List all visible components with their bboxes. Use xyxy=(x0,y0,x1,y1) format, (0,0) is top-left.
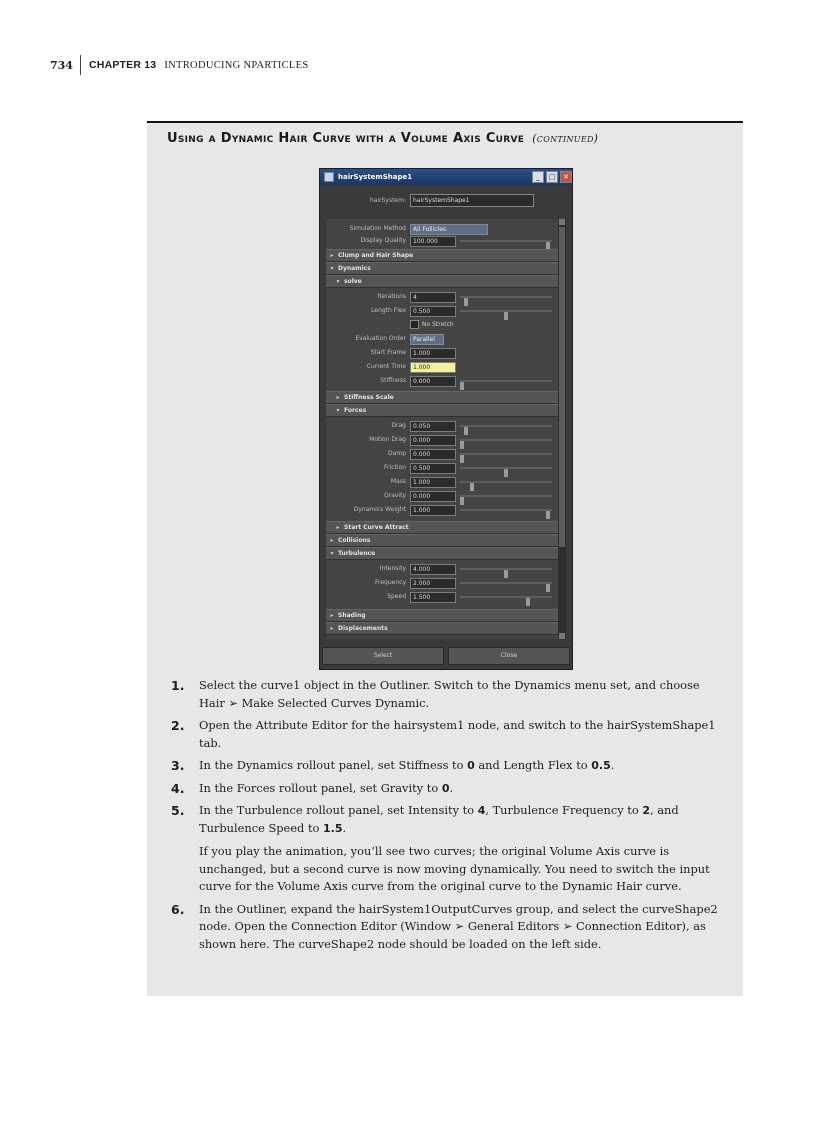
row-speed xyxy=(326,591,558,603)
intensity-field[interactable]: 4.000 xyxy=(410,564,456,575)
section-stiffness-scale[interactable] xyxy=(326,391,558,404)
damp-label: Damp xyxy=(388,450,406,457)
step-text: and Length Flex to xyxy=(474,758,592,772)
step-number: 3. xyxy=(171,758,185,773)
iterations-field[interactable]: 4 xyxy=(410,292,456,303)
row-friction xyxy=(326,462,558,474)
expanded-arrow-icon: ▾ xyxy=(336,407,340,414)
row-drag xyxy=(326,420,558,432)
section-solve[interactable] xyxy=(326,275,558,288)
row-start-frame xyxy=(326,347,558,359)
chapter-label: CHAPTER 13 xyxy=(89,59,157,71)
section-forces[interactable] xyxy=(326,404,558,417)
node-name-row xyxy=(320,193,572,209)
length-flex-label: Length Flex xyxy=(371,307,406,314)
node-name-label: hairSystem: xyxy=(369,197,406,204)
row-iterations xyxy=(326,291,558,303)
expanded-arrow-icon: ▾ xyxy=(330,550,334,557)
sidebar-top-rule xyxy=(147,121,743,123)
dynamics-weight-label: Dynamics Weight xyxy=(353,506,406,513)
section-forces-label: Forces xyxy=(344,407,367,414)
attribute-editor-window xyxy=(319,168,573,670)
row-stiffness xyxy=(326,375,558,387)
step-2 xyxy=(171,717,723,752)
row-length-flex xyxy=(326,305,558,317)
page-number: 734 xyxy=(50,58,73,72)
step-number: 4. xyxy=(171,780,185,796)
section-collisions-label: Collisions xyxy=(338,537,371,544)
select-button[interactable]: Select xyxy=(322,647,444,665)
step-text: Open the Attribute Editor for the hairsystem1 node, and switch to the hairSystemShape1 tab. xyxy=(199,718,716,750)
step-text: . xyxy=(342,820,347,835)
row-evaluation-order xyxy=(326,333,558,345)
scroll-up-icon[interactable] xyxy=(559,219,565,225)
header-divider xyxy=(80,55,81,75)
collapsed-arrow-icon: ▸ xyxy=(336,394,340,401)
collapsed-arrow-icon: ▸ xyxy=(336,524,340,531)
step-number: 5. xyxy=(171,803,185,818)
row-dynamics-weight xyxy=(326,504,558,516)
frequency-slider[interactable] xyxy=(460,582,552,584)
step-4 xyxy=(171,780,723,798)
running-header xyxy=(50,54,309,76)
speed-field[interactable]: 1.500 xyxy=(410,592,456,603)
stiffness-field[interactable]: 0.000 xyxy=(410,376,456,387)
motion-drag-label: Motion Drag xyxy=(369,436,406,443)
section-stiffness-scale-label: Stiffness Scale xyxy=(344,394,394,401)
sidebar-continued: (continued) xyxy=(532,132,599,145)
slider-knob[interactable] xyxy=(460,382,464,390)
row-gravity xyxy=(326,490,558,502)
section-displacements[interactable] xyxy=(326,622,558,635)
close-button[interactable]: Close xyxy=(448,647,570,665)
intensity-slider[interactable] xyxy=(460,568,552,570)
step-text: , and Turbulence Speed to xyxy=(199,803,679,835)
steps-list xyxy=(171,677,723,958)
step-number: 6. xyxy=(171,901,185,917)
display-quality-field[interactable]: 100.000 xyxy=(410,236,456,247)
stiffness-label: Stiffness xyxy=(380,377,406,384)
app-icon xyxy=(324,172,334,182)
section-clump[interactable] xyxy=(326,249,558,262)
step-text: . xyxy=(610,758,615,772)
scroll-down-icon[interactable] xyxy=(559,633,565,639)
step-value: 0 xyxy=(441,781,450,795)
section-dynamics[interactable] xyxy=(326,262,558,275)
sidebar-title xyxy=(167,131,598,146)
window-titlebar xyxy=(320,169,572,185)
no-stretch-checkbox[interactable] xyxy=(410,320,419,329)
expanded-arrow-icon: ▾ xyxy=(336,278,340,285)
collapsed-arrow-icon: ▸ xyxy=(330,252,334,259)
row-intensity xyxy=(326,563,558,575)
evaluation-order-label: Evaluation Order xyxy=(355,335,406,342)
row-mass xyxy=(326,476,558,488)
section-shading-label: Shading xyxy=(338,612,366,619)
row-no-stretch xyxy=(326,319,558,331)
section-dynamics-label: Dynamics xyxy=(338,265,371,272)
step-number: 2. xyxy=(171,718,185,733)
minimize-icon[interactable]: _ xyxy=(532,171,544,183)
row-display-quality xyxy=(326,235,558,247)
row-current-time xyxy=(326,361,558,373)
step-3 xyxy=(171,757,723,775)
mass-slider[interactable] xyxy=(460,481,552,483)
frequency-label: Frequency xyxy=(375,579,406,586)
length-flex-field[interactable]: 0.500 xyxy=(410,306,456,317)
current-time-label: Current Time xyxy=(366,363,406,370)
step-text: , Turbulence Frequency to xyxy=(485,803,643,817)
display-quality-slider[interactable] xyxy=(460,240,552,242)
sidebar-title-text: Using a Dynamic Hair Curve with a Volume Axis Curve xyxy=(167,131,525,146)
step-text: In the Forces rollout panel, set Gravity to xyxy=(199,780,442,795)
gravity-label: Gravity xyxy=(384,492,406,499)
section-displacements-label: Displacements xyxy=(338,625,388,632)
drag-field[interactable]: 0.050 xyxy=(410,421,456,432)
section-solve-label: solve xyxy=(344,278,362,285)
motion-drag-field[interactable]: 0.000 xyxy=(410,435,456,446)
section-turbulence[interactable] xyxy=(326,547,558,560)
scroll-thumb[interactable] xyxy=(559,227,565,547)
section-shading[interactable] xyxy=(326,609,558,622)
frequency-field[interactable]: 2.000 xyxy=(410,578,456,589)
mass-label: Mass xyxy=(390,478,406,485)
start-frame-field[interactable]: 1.000 xyxy=(410,348,456,359)
friction-label: Friction xyxy=(384,464,406,471)
motion-drag-slider[interactable] xyxy=(460,439,552,441)
friction-slider[interactable] xyxy=(460,467,552,469)
chapter-title: INTRODUCING NPARTICLES xyxy=(164,59,309,71)
slider-knob[interactable] xyxy=(526,598,530,606)
section-start-curve-label: Start Curve Attract xyxy=(344,524,409,531)
section-clump-label: Clump and Hair Shape xyxy=(338,252,414,259)
evaluation-order-dropdown[interactable]: Parallel xyxy=(410,334,444,345)
stiffness-slider[interactable] xyxy=(460,380,552,382)
friction-field[interactable]: 0.500 xyxy=(410,463,456,474)
speed-label: Speed xyxy=(387,593,406,600)
step-text: In the Turbulence rollout panel, set Intensity to xyxy=(199,803,478,817)
damp-slider[interactable] xyxy=(460,453,552,455)
collapsed-arrow-icon: ▸ xyxy=(330,612,334,619)
step-6 xyxy=(171,901,723,954)
drag-label: Drag xyxy=(391,422,406,429)
explanation-paragraph: If you play the animation, you’ll see two curves; the original Volume Axis curve is unchanged, but a second curve is now moving dynamically. You need to switch the input curve for the Volume Axis curve from the original curve to the Dynamic Hair curve. xyxy=(199,844,710,893)
simulation-method-dropdown[interactable]: All Follicles xyxy=(410,224,488,235)
step-1 xyxy=(171,677,723,712)
dynamics-weight-field[interactable]: 1.000 xyxy=(410,505,456,516)
slider-knob[interactable] xyxy=(546,511,550,519)
mass-field[interactable]: 1.000 xyxy=(410,477,456,488)
speed-slider[interactable] xyxy=(460,596,552,598)
close-icon[interactable]: ✕ xyxy=(560,171,572,183)
row-frequency xyxy=(326,577,558,589)
iterations-slider[interactable] xyxy=(460,296,552,298)
node-name-field[interactable]: hairSystemShape1 xyxy=(410,194,534,207)
section-start-curve-attract[interactable] xyxy=(326,521,558,534)
sidebar-box xyxy=(147,121,743,996)
gravity-field[interactable]: 0.000 xyxy=(410,491,456,502)
dynamics-weight-slider[interactable] xyxy=(460,509,552,511)
section-turbulence-label: Turbulence xyxy=(338,550,376,557)
vertical-scrollbar[interactable] xyxy=(558,219,566,639)
gravity-slider[interactable] xyxy=(460,495,552,497)
row-simulation-method xyxy=(326,223,558,235)
step-value: 1.5 xyxy=(323,821,343,835)
step-value: 0 xyxy=(467,759,475,772)
row-motion-drag xyxy=(326,434,558,446)
step-5 xyxy=(171,802,723,837)
start-frame-label: Start Frame xyxy=(370,349,406,356)
length-flex-slider[interactable] xyxy=(460,310,552,312)
collapsed-arrow-icon: ▸ xyxy=(330,625,334,632)
window-title: hairSystemShape1 xyxy=(338,173,413,181)
step-text: In the Dynamics rollout panel, set Stiffness to xyxy=(199,758,468,772)
row-damp xyxy=(326,448,558,460)
step-value: 4 xyxy=(477,804,486,817)
step-value: 0.5 xyxy=(591,759,611,772)
attribute-panel xyxy=(326,219,558,639)
current-time-field[interactable]: 1.000 xyxy=(410,362,456,373)
intensity-label: Intensity xyxy=(379,565,406,572)
collapsed-arrow-icon: ▸ xyxy=(330,537,334,544)
step-text: In the Outliner, expand the hairSystem1OutputCurves group, and select the curveShape2 node. Open the Connection Editor (Window ➢ General Editors ➢ Connection Editor), as shown here. The curveShape2 node should be loaded on the left side. xyxy=(199,901,718,951)
expanded-arrow-icon: ▾ xyxy=(330,265,334,272)
iterations-label: Iterations xyxy=(377,293,406,300)
window-button-bar xyxy=(322,647,570,665)
drag-slider[interactable] xyxy=(460,425,552,427)
simulation-method-label: Simulation Method xyxy=(349,225,406,232)
step-text: Select the curve1 object in the Outliner. Switch to the Dynamics menu set, and choose Hair ➢ Make Selected Curves Dynamic. xyxy=(199,678,700,710)
section-collisions[interactable] xyxy=(326,534,558,547)
damp-field[interactable]: 0.000 xyxy=(410,449,456,460)
step-text: . xyxy=(449,780,454,795)
no-stretch-label: No Stretch xyxy=(422,321,454,328)
step-value: 2 xyxy=(642,804,650,817)
display-quality-label: Display Quality xyxy=(360,237,406,244)
step-number: 1. xyxy=(171,678,185,693)
maximize-icon[interactable]: □ xyxy=(546,171,558,183)
